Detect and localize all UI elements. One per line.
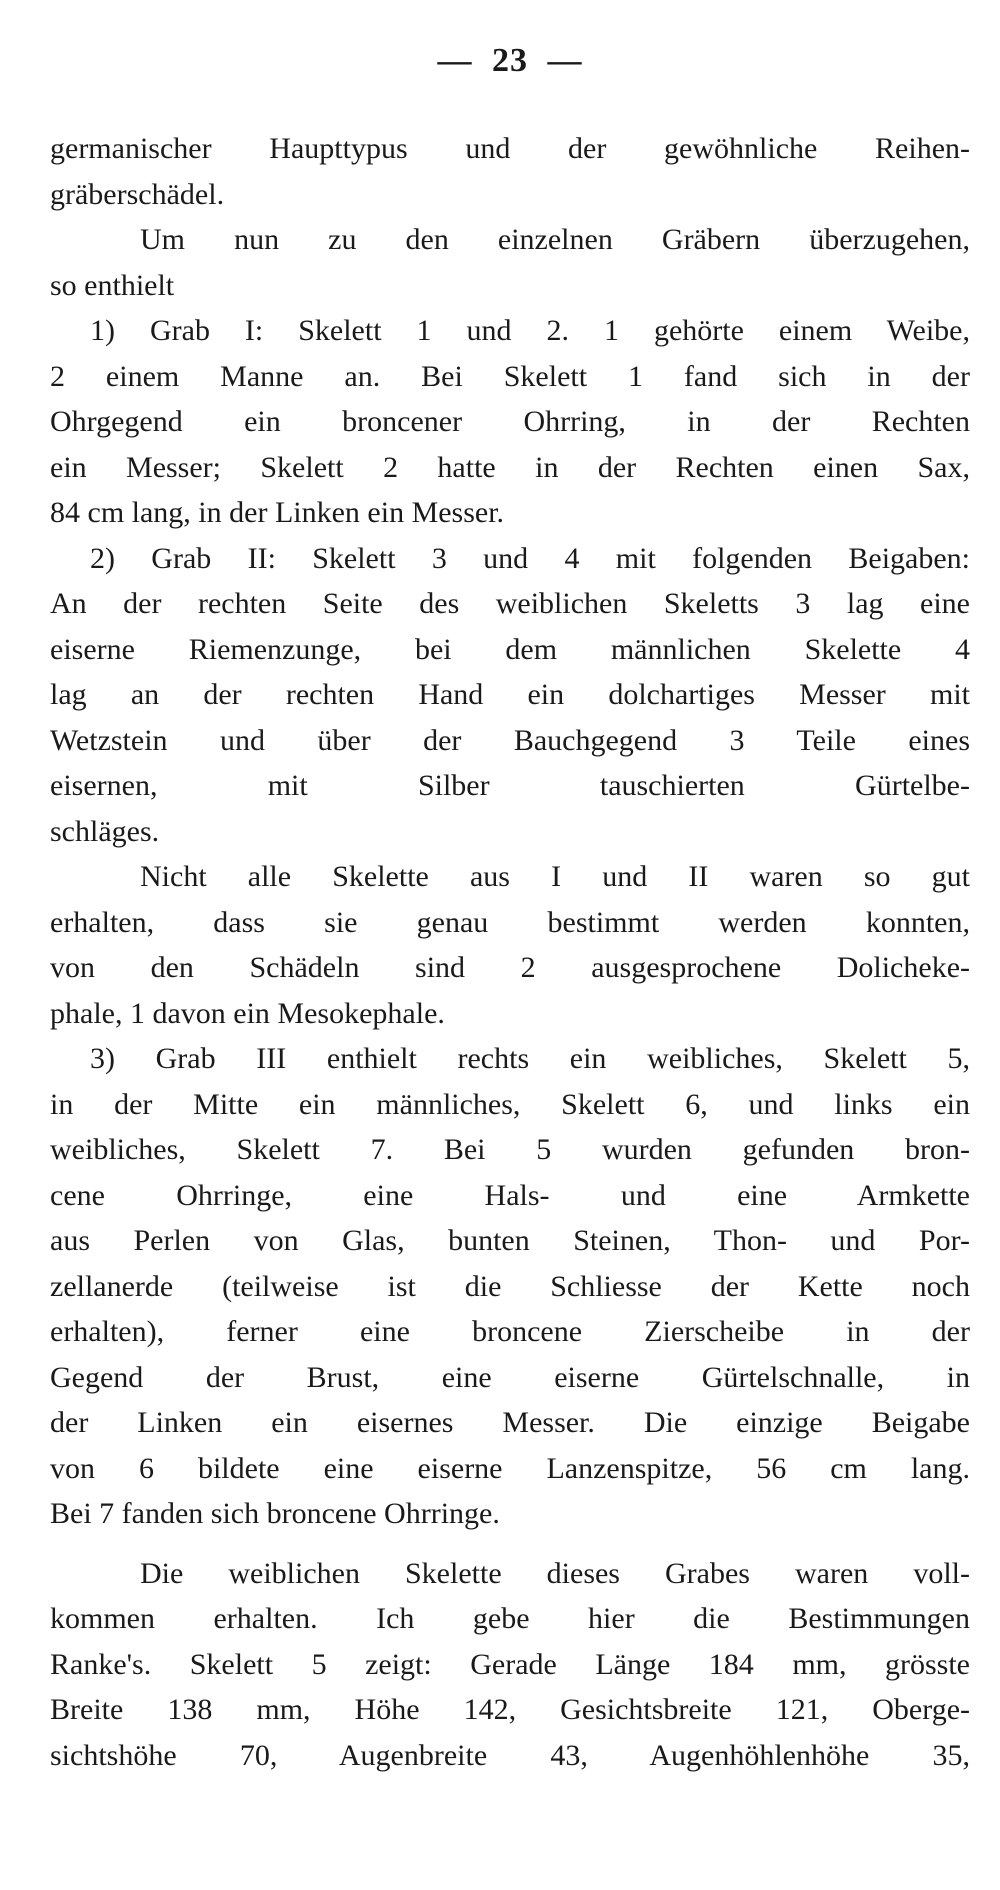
text-line: Gegend der Brust, eine eiserne Gürtelschnalle, in bbox=[50, 1360, 970, 1394]
text-line: schläges. bbox=[50, 814, 160, 848]
text-line: zellanerde (teilweise ist die Schliesse der Kette noch bbox=[50, 1269, 970, 1303]
text-line: 2) Grab II: Skelett 3 und 4 mit folgenden Beigaben: bbox=[90, 541, 970, 575]
text-line: Bei 7 fanden sich broncene Ohrringe. bbox=[50, 1497, 500, 1530]
text-line: germanischer Haupttypus und der gewöhnliche Reihen- bbox=[50, 132, 970, 165]
text-line: erhalten, dass sie genau bestimmt werden konnten, bbox=[50, 905, 970, 939]
text-line: 3) Grab III enthielt rechts ein weibliches, Skelett 5, bbox=[90, 1042, 970, 1075]
text-line: An der rechten Seite des weiblichen Skeletts 3 lag eine bbox=[50, 587, 970, 620]
book-page bbox=[50, 0, 970, 1890]
text-line: kommen erhalten. Ich gebe hier die Bestimmungen bbox=[50, 1602, 970, 1635]
text-line: sichtshöhe 70, Augenbreite 43, Augenhöhlenhöhe 35, bbox=[50, 1738, 970, 1772]
text-line: weibliches, Skelett 7. Bei 5 wurden gefunden bron- bbox=[50, 1133, 970, 1166]
text-line: Wetzstein und über der Bauchgegend 3 Teile eines bbox=[50, 723, 970, 757]
text-line: in der Mitte ein männliches, Skelett 6, und links ein bbox=[50, 1087, 970, 1121]
text-line: so enthielt bbox=[50, 268, 175, 302]
text-line: erhalten), ferner eine broncene Zierscheibe in der bbox=[50, 1315, 970, 1348]
body-text bbox=[50, 126, 970, 1778]
text-line: Breite 138 mm, Höhe 142, Gesichtsbreite 121, Oberge- bbox=[50, 1693, 970, 1726]
text-line: lag an der rechten Hand ein dolchartiges Messer mit bbox=[50, 678, 970, 711]
text-line: ein Messer; Skelett 2 hatte in der Rechten einen Sax, bbox=[50, 450, 970, 484]
text-line: eiserne Riemenzunge, bei dem männlichen Skelette 4 bbox=[50, 632, 970, 666]
text-line: von 6 bildete eine eiserne Lanzenspitze, 56 cm lang. bbox=[50, 1451, 970, 1485]
text-line: 1) Grab I: Skelett 1 und 2. 1 gehörte einem Weibe, bbox=[90, 314, 970, 347]
text-line: 2 einem Manne an. Bei Skelett 1 fand sich in der bbox=[50, 359, 970, 393]
text-line: aus Perlen von Glas, bunten Steinen, Thon- und Por- bbox=[50, 1224, 970, 1257]
text-line: 84 cm lang, in der Linken ein Messer. bbox=[50, 496, 505, 529]
text-line: Um nun zu den einzelnen Gräbern überzugehen, bbox=[140, 223, 970, 256]
text-line: von den Schädeln sind 2 ausgesprochene Dolicheke- bbox=[50, 951, 970, 984]
text-line: phale, 1 davon ein Mesokephale. bbox=[50, 996, 445, 1030]
text-line: eisernen, mit Silber tauschierten Gürtelbe- bbox=[50, 769, 970, 802]
text-line: Ohrgegend ein broncener Ohrring, in der Rechten bbox=[50, 405, 970, 438]
text-line: Nicht alle Skelette aus I und II waren so gut bbox=[140, 860, 970, 893]
text-line: gräberschädel. bbox=[50, 177, 225, 211]
text-line: Die weiblichen Skelette dieses Grabes waren voll- bbox=[140, 1556, 970, 1590]
text-line: cene Ohrringe, eine Hals- und eine Armkette bbox=[50, 1178, 970, 1212]
text-line: der Linken ein eisernes Messer. Die einzige Beigabe bbox=[50, 1406, 970, 1439]
text-line: Ranke's. Skelett 5 zeigt: Gerade Länge 184 mm, grösste bbox=[50, 1647, 970, 1681]
page-number: — 23 — bbox=[437, 42, 583, 79]
